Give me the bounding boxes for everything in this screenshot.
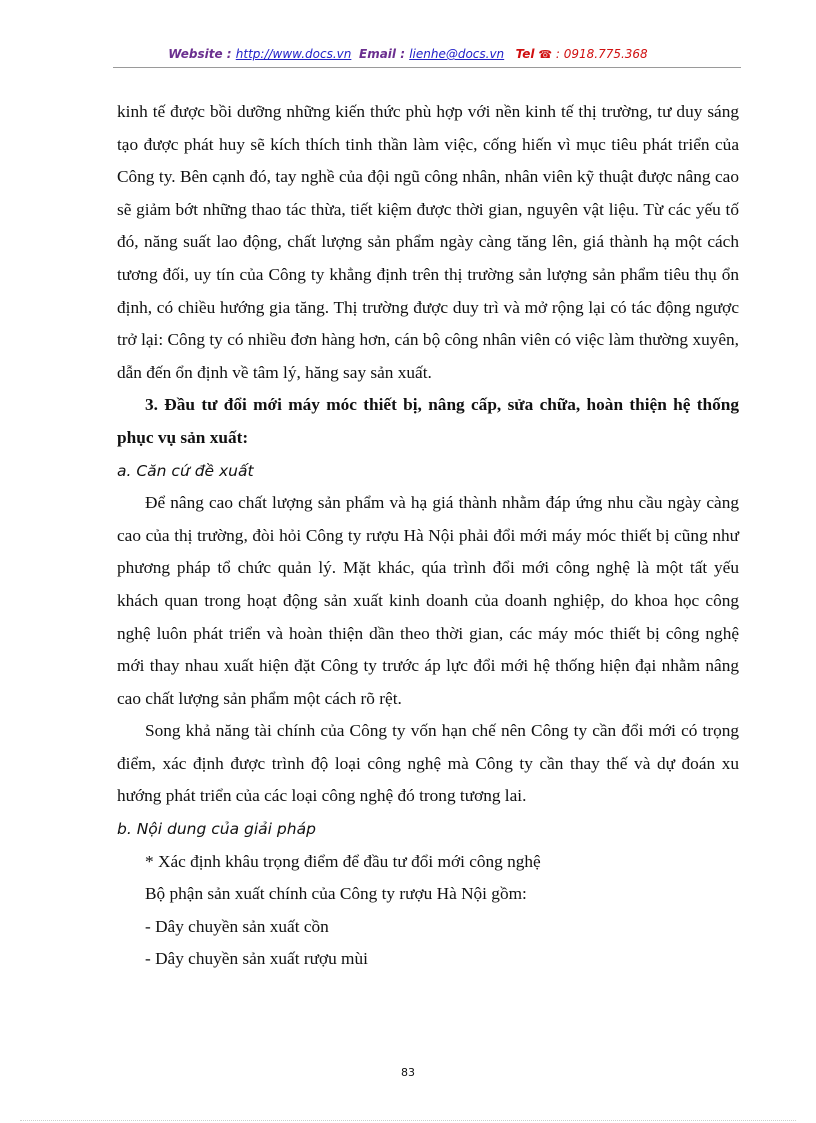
subheading-a: a. Căn cứ đề xuất [117,461,254,480]
phone-icon: ☎ [538,48,553,61]
email-link[interactable]: lienhe@docs.vn [409,47,505,61]
website-label: Website [168,47,223,61]
website-separator: : [222,47,236,61]
email-label: Email [359,47,397,61]
tel-value: : 0918.775.368 [552,47,648,61]
paragraph-finance: Song khả năng tài chính của Công ty vốn hạn chế nên Công ty cần đổi mới có trọng điểm, xác định được trình độ loại công nghệ mà Công ty cần thay thế và dự đoán xu hướng phát triển của các loại công nghệ đó trong tương lai. [117,721,739,806]
page-number: 83 [401,1066,415,1079]
footer-divider [20,1120,796,1121]
email-separator: : [396,47,410,61]
list-item: * Xác định khâu trọng điểm để đầu tư đổi mới công nghệ [145,851,541,871]
list-item: Bộ phận sản xuất chính của Công ty rượu Hà Nội gồm: [145,884,527,904]
website-link[interactable]: http://www.docs.vn [235,47,352,61]
page-header [0,47,816,61]
document-body [117,96,739,976]
paragraph-continuation: kinh tế được bồi dưỡng những kiến thức phù hợp với nền kinh tế thị trường, tư duy sáng tạo được phát huy sẽ kích thích tinh thần làm việc, cống hiến vì mục tiêu phát triển của Công ty. Bên cạnh đó, tay nghề của đội ngũ công nhân, nhân viên kỹ thuật được nâng cao sẽ giảm bớt những thao tác thừa, tiết kiệm được thời gian, nguyên vật liệu. Từ các yếu tố đó, năng suất lao động, chất lượng sản phẩm ngày càng tăng lên, giá thành hạ một cách tương đối, uy tín của Công ty khẳng định trên thị trường sản lượng sản phẩm tiêu thụ ổn định, có chiều hướng gia tăng. Thị trường được duy trì và mở rộng lại có tác động ngược trở lại: Công ty có nhiều đơn hàng hơn, cán bộ công nhân viên có việc làm thường xuyên, dẫn đến ổn định về tâm lý, hăng say sản xuất. [117,102,739,382]
subheading-b: b. Nội dung của giải pháp [117,820,316,839]
paragraph-basis: Để nâng cao chất lượng sản phẩm và hạ giá thành nhằm đáp ứng nhu cầu ngày càng cao của thị trường, đòi hỏi Công ty rượu Hà Nội phải đổi mới máy móc thiết bị cũng như phương pháp tổ chức quản lý. Mặt khác, qúa trình đổi mới công nghệ là một tất yếu khách quan trong hoạt động sản xuất kinh doanh của doanh nghiệp, do khoa học công nghệ luôn phát triển và hoàn thiện dần theo thời gian, các máy móc thiết bị công nghệ mới thay nhau xuất hiện đặt Công ty trước áp lực đổi mới hệ thống hiện đại nhằm nâng cao chất lượng sản phẩm một cách rõ rệt. [117,493,739,708]
tel-label: Tel [515,47,535,61]
list-item: - Dây chuyền sản xuất rượu mùi [145,949,368,969]
list-item: - Dây chuyền sản xuất cồn [145,916,329,936]
section-heading-3: 3. Đầu tư đổi mới máy móc thiết bị, nâng cấp, sửa chữa, hoàn thiện hệ thống phục vụ sản xuất: [117,395,739,447]
header-divider [113,67,741,68]
